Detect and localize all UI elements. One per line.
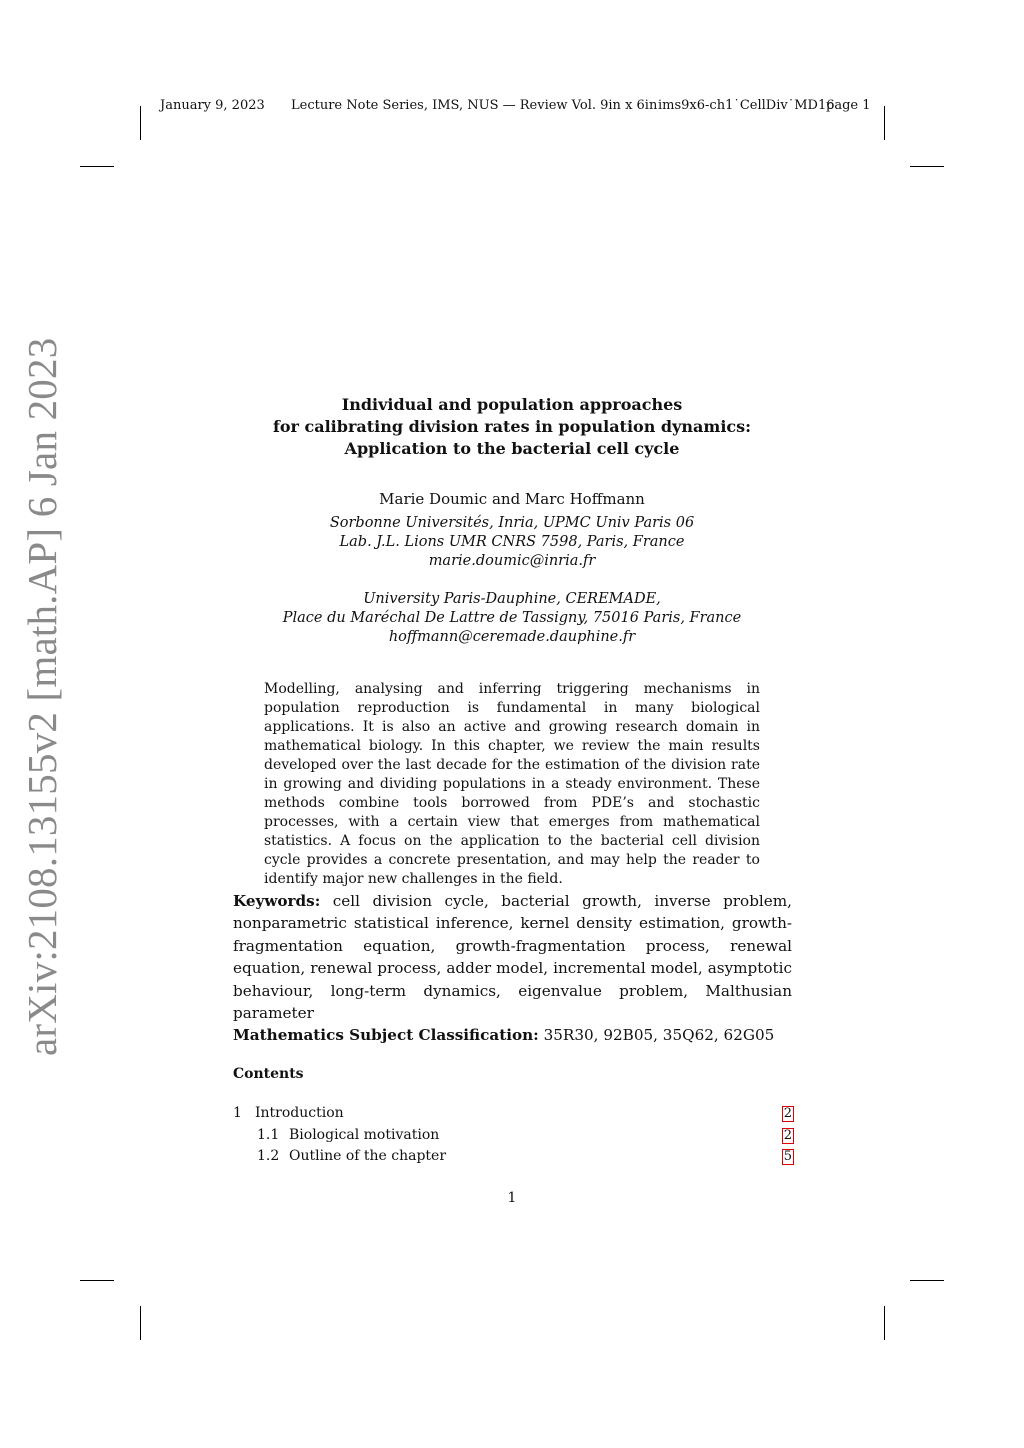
msc-codes: 35R30, 92B05, 35Q62, 62G05 [543,1026,775,1044]
toc-entry[interactable] [233,1125,794,1146]
toc-entry[interactable] [233,1103,794,1124]
affiliation-1 [232,514,792,571]
msc-classification [233,1024,792,1046]
crop-mark [140,106,141,140]
toc-page-link[interactable]: 2 [783,1128,792,1143]
toc-title: Introduction [255,1105,344,1121]
affiliation-line: Lab. J.L. Lions UMR CNRS 7598, Paris, France [339,534,685,550]
crop-mark [884,106,885,140]
toc-number: 1.1 [257,1127,280,1143]
crop-mark [884,1306,885,1340]
header-page: page 1 [826,98,871,113]
header-file-id: ims9x6-ch1˙CellDiv˙MD16 [658,98,835,113]
crop-mark [80,166,114,167]
author-email: hoffmann@ceremade.dauphine.fr [388,629,636,645]
affiliation-line: Place du Maréchal De Lattre de Tassigny, 75016 Paris, France [282,610,742,626]
title-line: for calibrating division rates in population dynamics: [272,417,752,436]
toc-page-link[interactable]: 2 [783,1106,792,1121]
crop-mark [910,166,944,167]
title-line: Individual and population approaches [341,395,683,414]
title-line: Application to the bacterial cell cycle [344,439,680,458]
keywords-text: cell division cycle, bacterial growth, inverse problem, nonparametric statistical inference, kernel density estimation, growth-fragmentation equation, growth-fragmentation process, renewal equation, renewal process, adder model, incremental model, asymptotic behaviour, long-term dynamics, eigenvalue problem, Malthusian parameter [233,892,792,1023]
affiliation-line: Sorbonne Universités, Inria, UPMC Univ Paris 06 [329,515,695,531]
toc-title: Biological motivation [289,1127,440,1143]
msc-label: Mathematics Subject Classification: [233,1026,539,1044]
abstract: Modelling, analysing and inferring triggering mechanisms in population reproduction is fundamental in many biological applications. It is also an active and growing research domain in mathematical biology. In this chapter, we review the main results developed over the last decade for the estimation of the division rate in growing and dividing populations in a steady environment. These methods combine tools borrowed from PDE’s and stochastic processes, with a certain view that emerges from mathematical statistics. A focus on the application to the bacterial cell division cycle provides a concrete presentation, and may help the reader to identify major new challenges in the field. [264,681,760,887]
keywords [233,890,792,1024]
toc-number: 1.2 [257,1148,280,1164]
affiliation-line: University Paris-Dauphine, CEREMADE, [363,591,661,607]
keywords-label: Keywords: [233,892,321,910]
crop-mark [80,1280,114,1281]
toc-title: Outline of the chapter [289,1148,447,1164]
author-email: marie.doumic@inria.fr [428,553,596,569]
arxiv-identifier-stamp: arXiv:2108.13155v2 [math.AP] 6 Jan 2023 [19,337,65,1056]
header-date: January 9, 2023 [160,98,265,113]
author-names: Marie Doumic and Marc Hoffmann [379,490,645,508]
page-number: 1 [507,1190,517,1206]
crop-mark [910,1280,944,1281]
toc-page-link[interactable]: 5 [783,1149,792,1164]
crop-mark [140,1306,141,1340]
toc-entry[interactable] [233,1146,794,1167]
toc-number: 1 [233,1105,242,1121]
affiliation-2 [232,590,792,647]
paper-title [232,394,792,460]
header-series: Lecture Note Series, IMS, NUS — Review Vol. 9in x 6in [291,98,658,113]
contents-heading: Contents [233,1066,304,1082]
